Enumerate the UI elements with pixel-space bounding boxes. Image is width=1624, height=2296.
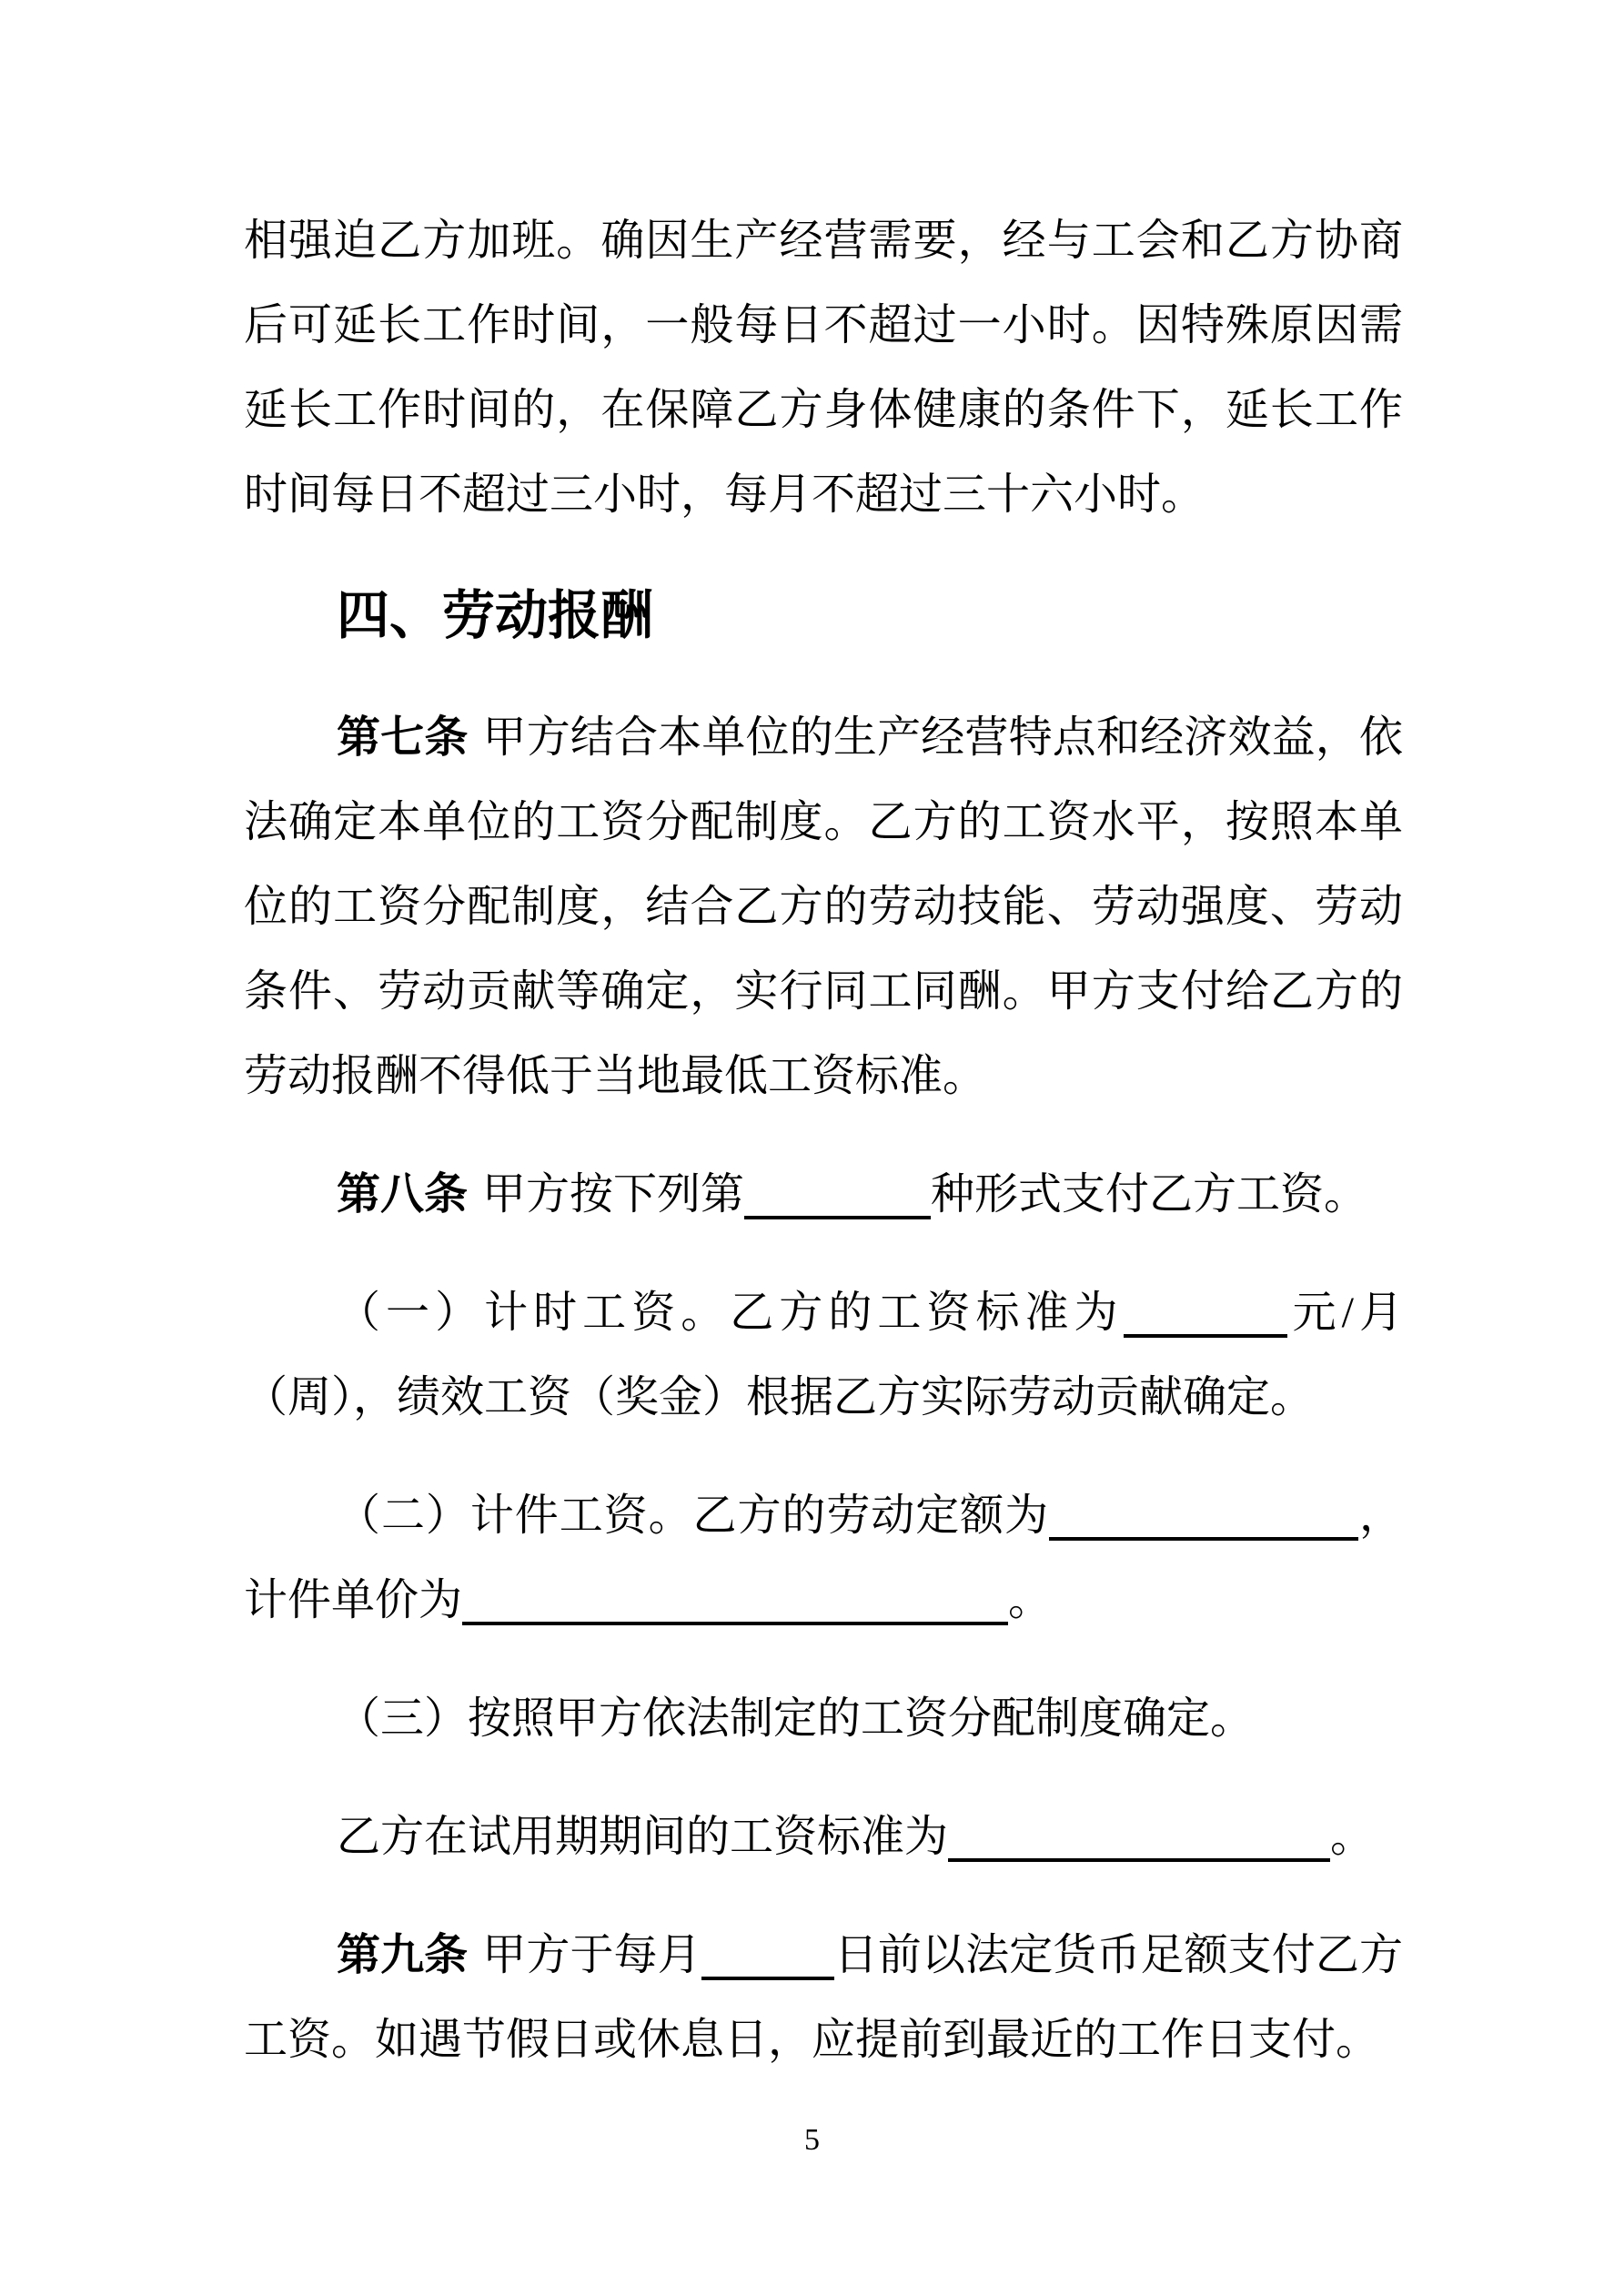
blank-field-payment-form (744, 1207, 931, 1219)
blank-field-wage-amount (1124, 1325, 1287, 1338)
section-heading-text: 四、劳动报酬 (337, 586, 654, 645)
item-1-text-pre: （一）计时工资。乙方的工资标准为 (337, 1289, 1124, 1337)
blank-field-pay-day (701, 1967, 834, 1980)
clause-9-text-post: 日前以法定货币足额支付乙方工资。如遇节假日或休息日，应提前到最近的工作日支付。 (244, 1931, 1403, 2064)
paragraph-probation-wage (244, 1795, 1403, 1879)
paragraph-overtime-continued (244, 198, 1403, 537)
paragraph-item-1-hourly-wage (244, 1270, 1403, 1440)
clause-8-text-post: 种形式支付乙方工资。 (931, 1170, 1368, 1219)
paragraph-clause-7 (244, 695, 1403, 1118)
blank-field-piece-price (462, 1613, 1008, 1625)
page-number: 5 (804, 2123, 820, 2157)
section-heading-labor-remuneration (244, 571, 1403, 662)
item-2-text-post: 。 (1008, 1576, 1053, 1624)
item-2-text-mid: ，计件单价为 (244, 1492, 1403, 1624)
item-2-text-pre: （二）计件工资。乙方的劳动定额为 (337, 1492, 1050, 1540)
paragraph-text: 相强迫乙方加班。确因生产经营需要，经与工会和乙方协商后可延长工作时间，一般每日不超过一小时。因特殊原因需延长工作时间的，在保障乙方身体健康的条件下，延长工作时间每日不超过三小时，每月不超过三十六小时。 (244, 217, 1403, 519)
paragraph-item-3-distribution-system (244, 1676, 1403, 1761)
blank-field-labor-quota (1049, 1528, 1358, 1541)
paragraph-clause-9 (244, 1913, 1403, 2082)
blank-field-probation-wage (948, 1849, 1330, 1862)
paragraph-clause-8 (244, 1152, 1403, 1237)
paragraph-item-2-piece-rate (244, 1473, 1403, 1643)
clause-9-label: 第九条 (337, 1931, 469, 1979)
clause-8-label: 第八条 (337, 1170, 469, 1219)
clause-8-text-pre: 甲方按下列第 (482, 1170, 745, 1219)
probation-text-pre: 乙方在试用期期间的工资标准为 (337, 1813, 949, 1861)
clause-9-text-pre: 甲方于每月 (482, 1931, 701, 1979)
clause-7-text: 甲方结合本单位的生产经营特点和经济效益，依法确定本单位的工资分配制度。乙方的工资水平，按照本单位的工资分配制度，结合乙方的劳动技能、劳动强度、劳动条件、劳动贡献等确定，实行同工同酬。甲方支付给乙方的劳动报酬不得低于当地最低工资标准。 (244, 713, 1403, 1100)
item-3-text: （三）按照甲方依法制定的工资分配制度确定。 (337, 1694, 1255, 1743)
item-1-text-post: 元/月（周），绩效工资（奖金）根据乙方实际劳动贡献确定。 (244, 1289, 1403, 1421)
clause-7-label: 第七条 (337, 713, 469, 762)
probation-text-post: 。 (1330, 1813, 1375, 1861)
